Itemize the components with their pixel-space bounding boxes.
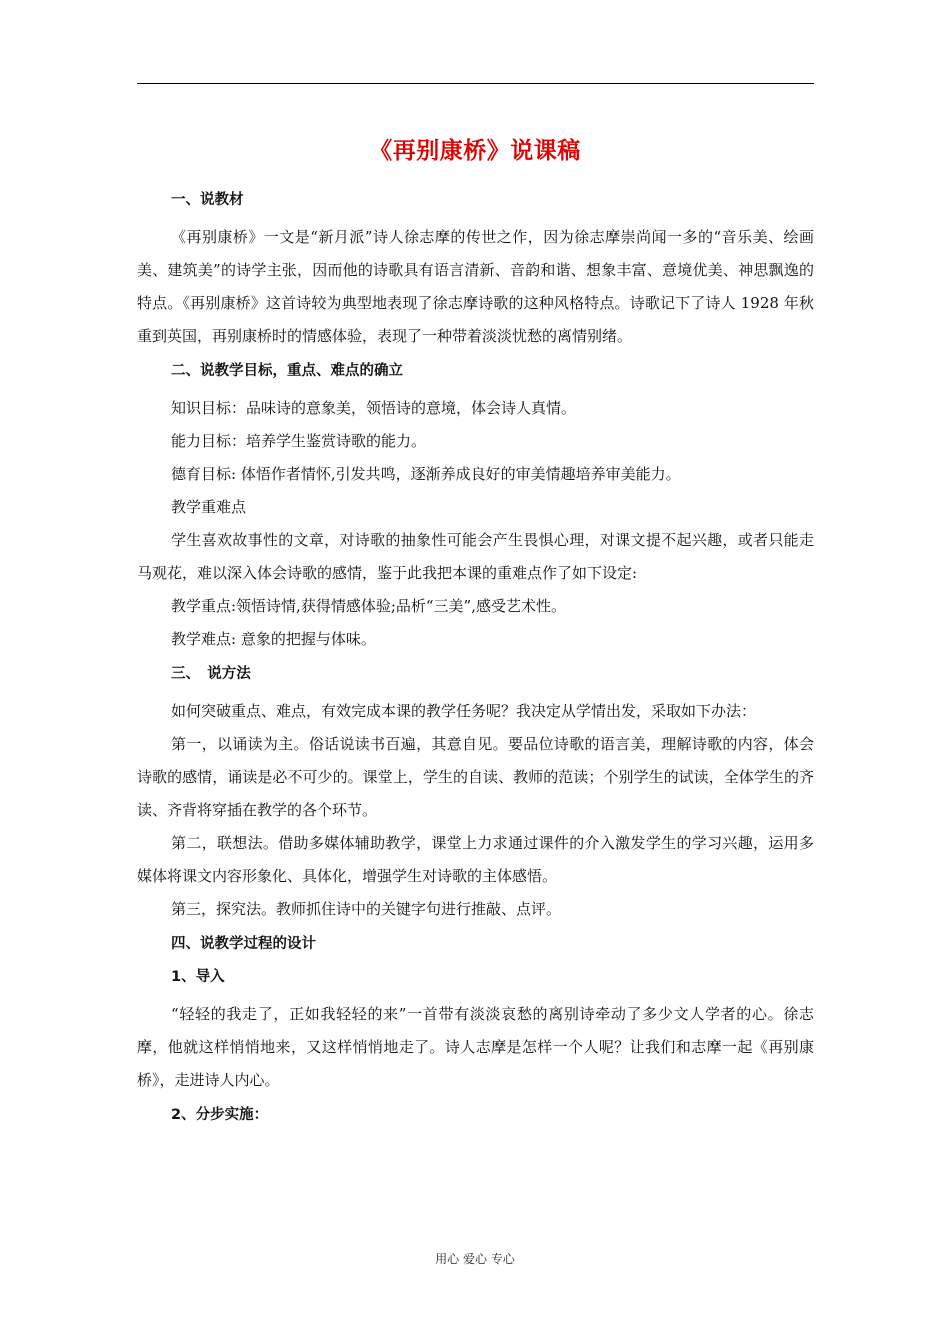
- paragraph: 第一，以诵读为主。俗话说读书百遍，其意自见。要品位诗歌的语言美，理解诗歌的内容，体会诗歌的感情，诵读是必不可少的。课堂上，学生的自读、教师的范读；个别学生的试读，全体学生的齐读、齐背将穿插在教学的各个环节。: [137, 735, 814, 819]
- paragraph: 教学重点:领悟诗情,获得情感体验;品析“三美”,感受艺术性。: [171, 597, 566, 615]
- section-heading-2: 二、说教学目标，重点、难点的确立: [171, 363, 403, 379]
- paragraph: 德育目标: 体悟作者情怀,引发共鸣，逐渐养成良好的审美情趣培养审美能力。: [171, 465, 681, 483]
- subheading-intro: 1、导入: [171, 969, 225, 985]
- subheading-steps: 2、分步实施：: [171, 1107, 269, 1123]
- paragraph: “轻轻的我走了，正如我轻轻的来”一首带有淡淡哀愁的离别诗牵动了多少文人学者的心。徐志摩，他就这样悄悄地来，又这样悄悄地走了。诗人志摩是怎样一个人呢？让我们和志摩一起《再别康桥》，走进诗人内心。: [137, 1005, 814, 1089]
- page-footer: 用心 爱心 专心: [435, 1252, 515, 1266]
- header-rule: [137, 83, 814, 84]
- section-heading-3: 三、 说方法: [171, 666, 251, 682]
- paragraph: 如何突破重点、难点，有效完成本课的教学任务呢？我决定从学情出发，采取如下办法：: [171, 702, 757, 720]
- paragraph: 教学重难点: [171, 498, 247, 516]
- paragraph: 知识目标：品味诗的意象美，领悟诗的意境，体会诗人真情。: [171, 399, 577, 417]
- page-title: 《再别康桥》说课稿: [369, 138, 581, 164]
- paragraph: 教学难点: 意象的把握与体味。: [171, 630, 376, 648]
- section-heading-4: 四、说教学过程的设计: [171, 936, 316, 952]
- document-body: [137, 188, 814, 1136]
- paragraph: 第二，联想法。借助多媒体辅助教学，课堂上力求通过课件的介入激发学生的学习兴趣，运用多媒体将课文内容形象化、具体化，增强学生对诗歌的主体感悟。: [137, 834, 814, 885]
- paragraph: 能力目标：培养学生鉴赏诗歌的能力。: [171, 432, 427, 450]
- paragraph: 学生喜欢故事性的文章，对诗歌的抽象性可能会产生畏惧心理，对课文提不起兴趣，或者只能走马观花，难以深入体会诗歌的感情，鉴于此我把本课的重难点作了如下设定:: [137, 531, 814, 582]
- paragraph: 《再别康桥》一文是“新月派”诗人徐志摩的传世之作，因为徐志摩崇尚闻一多的“音乐美、绘画美、建筑美”的诗学主张，因而他的诗歌具有语言清新、音韵和谐、想象丰富、意境优美、神思飘逸的特点。《再别康桥》这首诗较为典型地表现了徐志摩诗歌的这种风格特点。诗歌记下了诗人 1928 年秋重到英国，再别康桥时的情感体验，表现了一种带着淡淡忧愁的离情别绪。: [137, 228, 814, 345]
- section-heading-1: 一、说教材: [171, 192, 244, 208]
- paragraph: 第三，探究法。教师抓住诗中的关键字句进行推敲、点评。: [171, 900, 562, 918]
